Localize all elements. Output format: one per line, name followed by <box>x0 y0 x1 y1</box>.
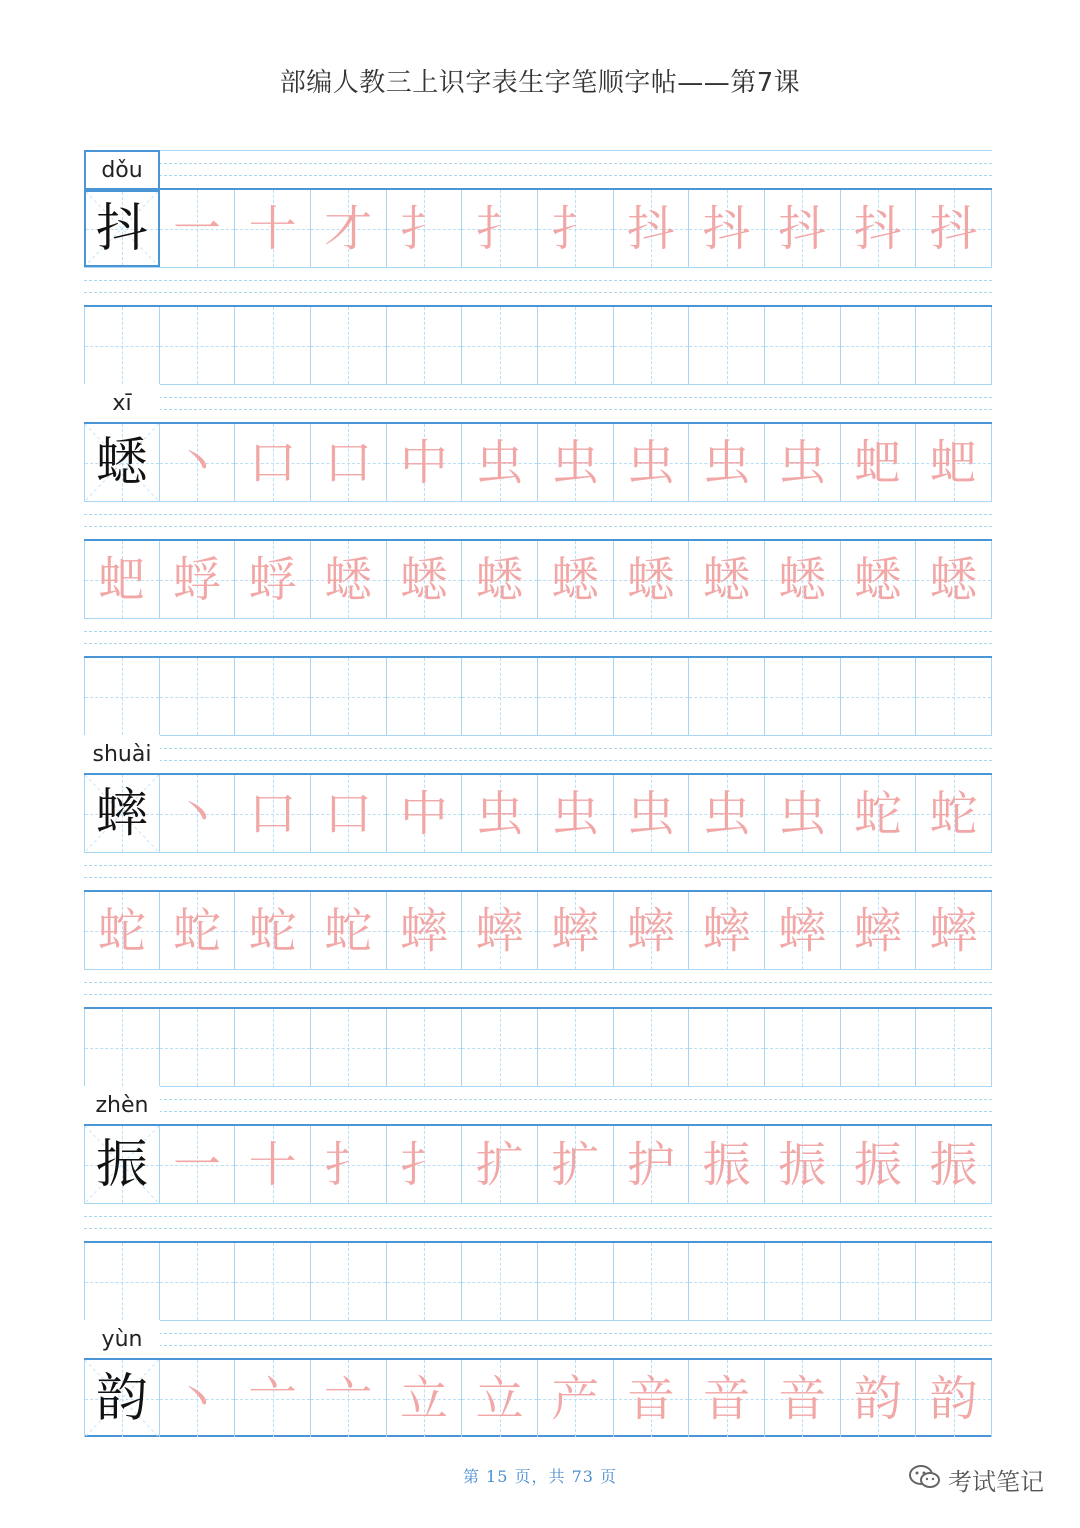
stroke-step: 蟋 <box>929 551 978 608</box>
stroke-step-cell <box>462 424 538 501</box>
practice-row <box>84 422 992 501</box>
stroke-step: 蟋 <box>702 551 751 608</box>
pinyin-label: dǒu <box>84 150 160 188</box>
stroke-step-cell <box>387 1360 463 1437</box>
stroke-step-cell <box>841 775 917 852</box>
practice-row <box>84 1124 992 1203</box>
blank-practice-cell[interactable] <box>387 658 463 735</box>
watermark-text: 考试笔记 <box>948 1468 1044 1496</box>
blank-practice-cell[interactable] <box>916 658 992 735</box>
stroke-step-cell <box>311 775 387 852</box>
stroke-step: 蟋 <box>475 551 524 608</box>
stroke-step-cell <box>538 892 614 969</box>
model-character: 韵 <box>95 1368 148 1429</box>
blank-practice-cell[interactable] <box>462 1243 538 1320</box>
blank-practice-cell[interactable] <box>765 658 841 735</box>
model-character: 抖 <box>95 198 148 259</box>
stroke-step-cell <box>84 541 160 618</box>
stroke-step-cell <box>235 892 311 969</box>
stroke-step: 音 <box>778 1370 827 1427</box>
blank-practice-cell[interactable] <box>538 307 614 384</box>
stroke-step: 蚆 <box>853 434 902 491</box>
stroke-step-cell <box>538 424 614 501</box>
stroke-step: 蟋 <box>324 551 373 608</box>
stroke-step: 立 <box>399 1370 448 1427</box>
stroke-step: 虫 <box>778 434 827 491</box>
stroke-step-cell <box>160 1126 236 1203</box>
stroke-step: 立 <box>475 1370 524 1427</box>
stroke-step: 虫 <box>778 785 827 842</box>
stroke-step: 振 <box>702 1136 751 1193</box>
stroke-step-cell <box>614 1360 690 1437</box>
model-character-cell <box>84 1360 160 1437</box>
stroke-step-cell <box>84 892 160 969</box>
stroke-step-cell <box>916 1360 992 1437</box>
blank-practice-cell[interactable] <box>841 307 917 384</box>
pinyin-band <box>84 150 992 188</box>
stroke-step: 韵 <box>929 1370 978 1427</box>
stroke-step-cell <box>235 1126 311 1203</box>
practice-row <box>84 1007 992 1086</box>
blank-practice-cell[interactable] <box>387 307 463 384</box>
stroke-step-cell <box>387 541 463 618</box>
stroke-step: 中 <box>399 434 448 491</box>
stroke-step: 韵 <box>853 1370 902 1427</box>
blank-practice-cell[interactable] <box>689 658 765 735</box>
blank-practice-cell[interactable] <box>235 307 311 384</box>
spacer-band <box>84 618 992 656</box>
stroke-step: 丶 <box>172 785 221 842</box>
character-group <box>84 1320 992 1437</box>
stroke-step: 中 <box>399 785 448 842</box>
stroke-step-cell <box>689 775 765 852</box>
stroke-step: 音 <box>702 1370 751 1427</box>
pinyin-band <box>84 1086 992 1124</box>
blank-practice-cell[interactable] <box>538 658 614 735</box>
practice-row <box>84 773 992 852</box>
blank-practice-cell[interactable] <box>462 658 538 735</box>
blank-practice-cell[interactable] <box>84 307 160 384</box>
stroke-step: 口 <box>324 434 373 491</box>
blank-practice-cell[interactable] <box>689 1009 765 1086</box>
stroke-step-cell <box>160 892 236 969</box>
stroke-step-cell <box>387 190 463 267</box>
blank-practice-cell[interactable] <box>387 1243 463 1320</box>
stroke-step: 丶 <box>172 434 221 491</box>
stroke-step: 蟀 <box>475 902 524 959</box>
stroke-step-cell <box>235 190 311 267</box>
stroke-step-cell <box>689 541 765 618</box>
stroke-step-cell <box>916 541 992 618</box>
stroke-step-cell <box>841 1360 917 1437</box>
stroke-step: 音 <box>626 1370 675 1427</box>
blank-practice-cell[interactable] <box>765 1009 841 1086</box>
stroke-step-cell <box>916 1126 992 1203</box>
stroke-step: 扩 <box>475 1136 524 1193</box>
stroke-step: 蟀 <box>702 902 751 959</box>
stroke-step: 才 <box>324 200 373 257</box>
spacer-band <box>84 267 992 305</box>
stroke-step-cell <box>916 775 992 852</box>
practice-row <box>84 890 992 969</box>
stroke-step: 蛇 <box>853 785 902 842</box>
stroke-step-cell <box>160 775 236 852</box>
stroke-step-cell <box>462 541 538 618</box>
pinyin-label: zhèn <box>84 1086 160 1124</box>
page-title: 部编人教三上识字表生字笔顺字帖——第7课 <box>279 68 801 98</box>
model-character: 蟀 <box>95 783 148 844</box>
stroke-step: 蛇 <box>97 902 146 959</box>
stroke-step: 抖 <box>702 200 751 257</box>
stroke-step-cell <box>538 1360 614 1437</box>
pinyin-band <box>84 384 992 422</box>
blank-practice-cell[interactable] <box>841 658 917 735</box>
stroke-step-cell <box>387 892 463 969</box>
blank-practice-cell[interactable] <box>235 658 311 735</box>
stroke-step-cell <box>235 424 311 501</box>
stroke-step-cell <box>765 541 841 618</box>
stroke-step-cell <box>614 424 690 501</box>
blank-practice-cell[interactable] <box>689 1243 765 1320</box>
spacer-band <box>84 501 992 539</box>
stroke-step-cell <box>387 424 463 501</box>
spacer-band <box>84 1203 992 1241</box>
stroke-step: 虫 <box>475 434 524 491</box>
stroke-step: 蟋 <box>853 551 902 608</box>
stroke-step-cell <box>462 775 538 852</box>
stroke-step-cell <box>841 892 917 969</box>
stroke-step-cell <box>160 541 236 618</box>
stroke-step-cell <box>841 424 917 501</box>
stroke-step: 扌 <box>324 1136 373 1193</box>
stroke-step: 蟀 <box>399 902 448 959</box>
stroke-step-cell <box>765 775 841 852</box>
stroke-step-cell <box>916 424 992 501</box>
stroke-step: 振 <box>853 1136 902 1193</box>
pinyin-label: yùn <box>84 1320 160 1358</box>
practice-row <box>84 305 992 384</box>
stroke-step-cell <box>538 775 614 852</box>
stroke-step-cell <box>311 892 387 969</box>
wechat-icon <box>908 1463 942 1497</box>
blank-practice-cell[interactable] <box>614 307 690 384</box>
stroke-step: 蚆 <box>97 551 146 608</box>
stroke-step-cell <box>765 892 841 969</box>
blank-practice-cell[interactable] <box>916 1243 992 1320</box>
stroke-step: 十 <box>248 1136 297 1193</box>
stroke-step-cell <box>765 190 841 267</box>
stroke-step: 一 <box>172 200 221 257</box>
stroke-step-cell <box>689 190 765 267</box>
blank-practice-cell[interactable] <box>311 1009 387 1086</box>
character-group <box>84 735 992 1086</box>
blank-practice-cell[interactable] <box>614 1243 690 1320</box>
stroke-step-cell <box>765 1126 841 1203</box>
blank-practice-cell[interactable] <box>84 658 160 735</box>
blank-practice-cell[interactable] <box>235 1009 311 1086</box>
model-character: 蟋 <box>95 432 148 493</box>
blank-practice-cell[interactable] <box>916 307 992 384</box>
stroke-step-cell <box>462 1126 538 1203</box>
blank-practice-cell[interactable] <box>311 307 387 384</box>
blank-practice-cell[interactable] <box>311 1243 387 1320</box>
stroke-step-cell <box>311 541 387 618</box>
stroke-step: 口 <box>248 434 297 491</box>
stroke-step-cell <box>614 892 690 969</box>
stroke-step-cell <box>689 892 765 969</box>
stroke-step-cell <box>311 424 387 501</box>
stroke-step: 虫 <box>702 434 751 491</box>
blank-practice-cell[interactable] <box>84 1009 160 1086</box>
stroke-step: 丶 <box>172 1370 221 1427</box>
blank-practice-cell[interactable] <box>311 658 387 735</box>
blank-practice-cell[interactable] <box>160 1243 236 1320</box>
practice-row <box>84 656 992 735</box>
stroke-step-cell <box>235 775 311 852</box>
stroke-step-cell <box>311 1360 387 1437</box>
pinyin-label: shuài <box>84 735 160 773</box>
stroke-step: 抖 <box>626 200 675 257</box>
stroke-step: 蛇 <box>929 785 978 842</box>
stroke-step-cell <box>689 1126 765 1203</box>
blank-practice-cell[interactable] <box>841 1243 917 1320</box>
spacer-band <box>84 969 992 1007</box>
stroke-step: 虫 <box>475 785 524 842</box>
stroke-step: 产 <box>551 1370 600 1427</box>
stroke-step: 抖 <box>929 200 978 257</box>
practice-row <box>84 1358 992 1437</box>
stroke-step: 抖 <box>778 200 827 257</box>
blank-practice-cell[interactable] <box>235 1243 311 1320</box>
blank-practice-cell[interactable] <box>387 1009 463 1086</box>
stroke-step: 扌 <box>551 200 600 257</box>
stroke-step-cell <box>614 541 690 618</box>
stroke-step: 虫 <box>626 434 675 491</box>
stroke-step: 蟀 <box>929 902 978 959</box>
stroke-step-cell <box>538 1126 614 1203</box>
watermark <box>908 1462 1044 1497</box>
stroke-step: 虫 <box>702 785 751 842</box>
blank-practice-cell[interactable] <box>160 1009 236 1086</box>
stroke-step: 口 <box>248 785 297 842</box>
stroke-step-cell <box>614 1126 690 1203</box>
stroke-step-cell <box>160 1360 236 1437</box>
stroke-step: 振 <box>778 1136 827 1193</box>
stroke-step: 蟀 <box>626 902 675 959</box>
practice-sheet <box>84 150 992 1437</box>
stroke-step: 振 <box>929 1136 978 1193</box>
stroke-step: 亠 <box>324 1370 373 1427</box>
stroke-step-cell <box>235 541 311 618</box>
blank-practice-cell[interactable] <box>462 1009 538 1086</box>
stroke-step: 十 <box>248 200 297 257</box>
stroke-step-cell <box>841 541 917 618</box>
stroke-step: 抖 <box>853 200 902 257</box>
character-group <box>84 150 992 384</box>
stroke-step-cell <box>614 775 690 852</box>
stroke-step-cell <box>689 424 765 501</box>
model-character-cell <box>84 1126 160 1203</box>
stroke-step: 蟋 <box>399 551 448 608</box>
model-character-cell <box>84 190 160 267</box>
practice-row <box>84 1241 992 1320</box>
stroke-step-cell <box>387 775 463 852</box>
stroke-step: 蛇 <box>172 902 221 959</box>
stroke-step: 一 <box>172 1136 221 1193</box>
model-character-cell <box>84 424 160 501</box>
pinyin-band <box>84 735 992 773</box>
model-character-cell <box>84 775 160 852</box>
stroke-step-cell <box>765 424 841 501</box>
blank-practice-cell[interactable] <box>160 307 236 384</box>
page-number: 第 15 页，共 73 页 <box>462 1467 618 1486</box>
stroke-step: 扌 <box>399 1136 448 1193</box>
stroke-step: 虫 <box>551 785 600 842</box>
stroke-step-cell <box>538 190 614 267</box>
stroke-step: 蟋 <box>551 551 600 608</box>
stroke-step: 蛇 <box>248 902 297 959</box>
blank-practice-cell[interactable] <box>765 1243 841 1320</box>
stroke-step: 口 <box>324 785 373 842</box>
blank-practice-cell[interactable] <box>84 1243 160 1320</box>
stroke-step: 蟋 <box>778 551 827 608</box>
stroke-step: 蟋 <box>626 551 675 608</box>
stroke-step: 虫 <box>626 785 675 842</box>
blank-practice-cell[interactable] <box>538 1243 614 1320</box>
stroke-step-cell <box>311 190 387 267</box>
stroke-step: 蟀 <box>551 902 600 959</box>
blank-practice-cell[interactable] <box>765 307 841 384</box>
stroke-step: 虫 <box>551 434 600 491</box>
stroke-step: 蜉 <box>248 551 297 608</box>
stroke-step-cell <box>689 1360 765 1437</box>
character-group <box>84 384 992 735</box>
stroke-step-cell <box>841 1126 917 1203</box>
blank-practice-cell[interactable] <box>160 658 236 735</box>
stroke-step-cell <box>160 190 236 267</box>
stroke-step: 蟀 <box>778 902 827 959</box>
blank-practice-cell[interactable] <box>462 307 538 384</box>
character-group <box>84 1086 992 1320</box>
stroke-step-cell <box>462 892 538 969</box>
stroke-step: 蚆 <box>929 434 978 491</box>
blank-practice-cell[interactable] <box>689 307 765 384</box>
stroke-step-cell <box>916 190 992 267</box>
practice-row <box>84 539 992 618</box>
stroke-step-cell <box>841 190 917 267</box>
stroke-step: 扩 <box>551 1136 600 1193</box>
blank-practice-cell[interactable] <box>614 658 690 735</box>
model-character: 振 <box>95 1134 148 1195</box>
stroke-step-cell <box>916 892 992 969</box>
spacer-band <box>84 852 992 890</box>
stroke-step: 扌 <box>475 200 524 257</box>
pinyin-band <box>84 1320 992 1358</box>
blank-practice-cell[interactable] <box>841 1009 917 1086</box>
stroke-step-cell <box>311 1126 387 1203</box>
stroke-step-cell <box>160 424 236 501</box>
pinyin-label: xī <box>84 384 160 422</box>
stroke-step: 护 <box>626 1136 675 1193</box>
stroke-step: 蟀 <box>853 902 902 959</box>
practice-row <box>84 188 992 267</box>
blank-practice-cell[interactable] <box>538 1009 614 1086</box>
stroke-step-cell <box>462 190 538 267</box>
stroke-step-cell <box>765 1360 841 1437</box>
stroke-step: 亠 <box>248 1370 297 1427</box>
stroke-step-cell <box>538 541 614 618</box>
stroke-step: 蛇 <box>324 902 373 959</box>
blank-practice-cell[interactable] <box>916 1009 992 1086</box>
stroke-step-cell <box>614 190 690 267</box>
stroke-step-cell <box>387 1126 463 1203</box>
blank-practice-cell[interactable] <box>614 1009 690 1086</box>
stroke-step: 蜉 <box>172 551 221 608</box>
stroke-step-cell <box>462 1360 538 1437</box>
stroke-step-cell <box>235 1360 311 1437</box>
stroke-step: 扌 <box>399 200 448 257</box>
